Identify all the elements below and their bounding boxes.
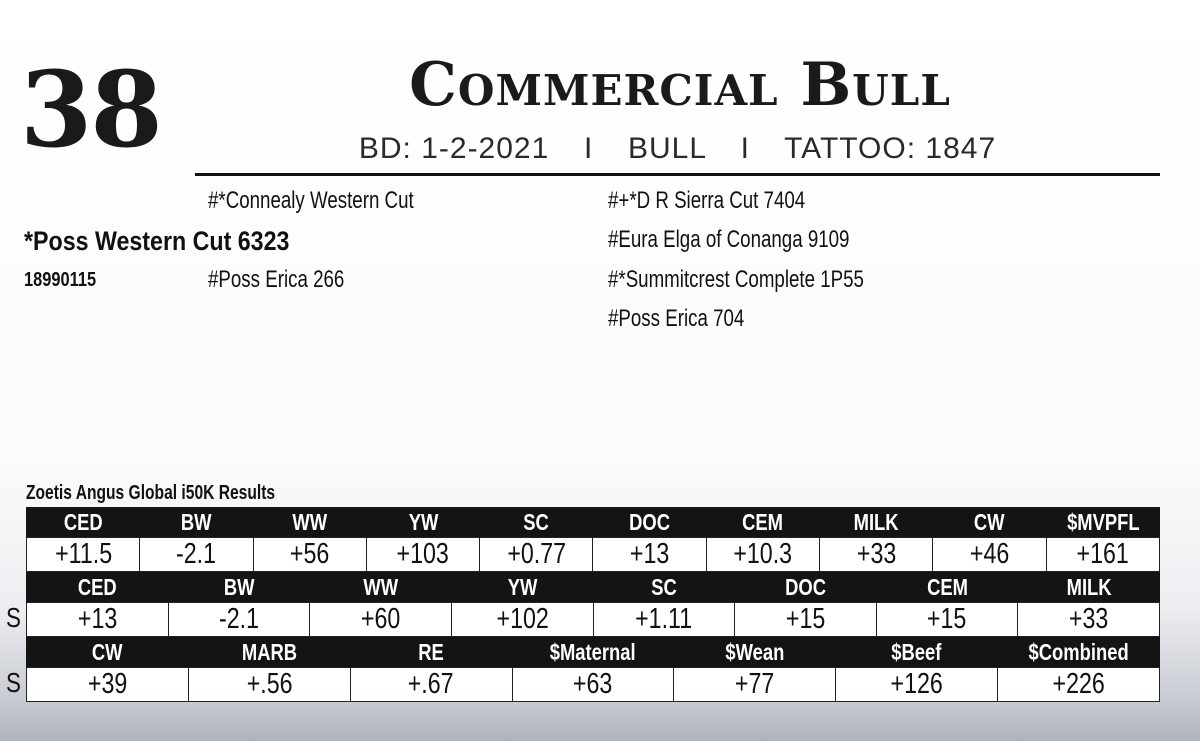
sire-name: #*Connealy Western Cut: [208, 187, 414, 214]
column-header-ww: WW: [310, 572, 452, 603]
column-header-ww: WW: [253, 507, 366, 538]
epd-value-cw: +39: [27, 668, 189, 702]
column-header-maternal: $Maternal: [512, 637, 674, 668]
epd-value-beef: +126: [836, 668, 998, 702]
epd-value-doc: +13: [593, 538, 706, 572]
epd-value-yw: +103: [366, 538, 479, 572]
column-header-mvpfl: $MVPFL: [1046, 507, 1159, 538]
column-header-milk: MILK: [1018, 572, 1160, 603]
column-header-cem: CEM: [876, 572, 1018, 603]
epd-value-marb: +.56: [188, 668, 350, 702]
column-header-ced: CED: [27, 507, 140, 538]
epd-value-cem: +15: [876, 603, 1018, 637]
column-header-yw: YW: [366, 507, 479, 538]
epd-value-ced: +13: [27, 603, 169, 637]
lot-number: 38: [20, 48, 161, 171]
page-title: Commercial Bull: [409, 50, 951, 120]
column-header-bw: BW: [140, 507, 253, 538]
column-header-milk: MILK: [820, 507, 933, 538]
epd-table-genomic: [26, 507, 1160, 572]
sire-dam-name: #Eura Elga of Conanga 9109: [608, 226, 850, 253]
dam-sire-name: #*Summitcrest Complete 1P55: [608, 266, 864, 293]
epd-value-bw: -2.1: [168, 603, 310, 637]
epd-value-doc: +15: [735, 603, 877, 637]
column-header-bw: BW: [168, 572, 310, 603]
column-header-beef: $Beef: [836, 637, 998, 668]
dam-name: #Poss Erica 266: [208, 266, 345, 293]
column-header-cem: CEM: [706, 507, 819, 538]
epd-value-milk: +33: [1018, 603, 1160, 637]
epd-value-mvpfl: +161: [1046, 538, 1159, 572]
epd-value-ww: +56: [253, 538, 366, 572]
column-header-sc: SC: [480, 507, 593, 538]
dam-dam-name: #Poss Erica 704: [608, 305, 745, 332]
animal-name: *Poss Western Cut 6323: [24, 226, 290, 256]
separator: I: [583, 132, 594, 165]
epd-value-milk: +33: [820, 538, 933, 572]
row-marker: S: [6, 602, 21, 633]
column-header-doc: DOC: [735, 572, 877, 603]
animal-info-line: [195, 132, 1160, 166]
epd-value-cem: +10.3: [706, 538, 819, 572]
column-header-sc: SC: [593, 572, 735, 603]
column-header-cw: CW: [27, 637, 189, 668]
tattoo: TATTOO: 1847: [784, 132, 997, 165]
title-divider: [195, 173, 1160, 176]
column-header-marb: MARB: [188, 637, 350, 668]
column-header-cw: CW: [933, 507, 1046, 538]
epd-value-yw: +102: [451, 603, 593, 637]
results-label: Zoetis Angus Global i50K Results: [26, 482, 276, 504]
epd-value-sc: +1.11: [593, 603, 735, 637]
column-header-doc: DOC: [593, 507, 706, 538]
row-marker: S: [6, 667, 21, 698]
epd-value-ced: +11.5: [27, 538, 140, 572]
epd-value-cw: +46: [933, 538, 1046, 572]
sire-sire-name: #+*D R Sierra Cut 7404: [608, 187, 806, 214]
epd-value-bw: -2.1: [140, 538, 253, 572]
registration-number: 18990115: [24, 269, 97, 291]
column-header-re: RE: [350, 637, 512, 668]
epd-value-re: +.67: [350, 668, 512, 702]
column-header-yw: YW: [451, 572, 593, 603]
epd-value-maternal: +63: [512, 668, 674, 702]
sex: BULL: [627, 132, 706, 165]
column-header-ced: CED: [27, 572, 169, 603]
epd-value-sc: +0.77: [480, 538, 593, 572]
column-header-wean: $Wean: [674, 637, 836, 668]
epd-value-ww: +60: [310, 603, 452, 637]
column-header-combined: $Combined: [998, 637, 1160, 668]
epd-table-sire-2: [26, 637, 1160, 702]
epd-value-wean: +77: [674, 668, 836, 702]
birth-date: BD: 1-2-2021: [358, 132, 550, 165]
epd-table-sire-1: [26, 572, 1160, 637]
epd-value-combined: +226: [998, 668, 1160, 702]
separator: I: [740, 132, 750, 165]
